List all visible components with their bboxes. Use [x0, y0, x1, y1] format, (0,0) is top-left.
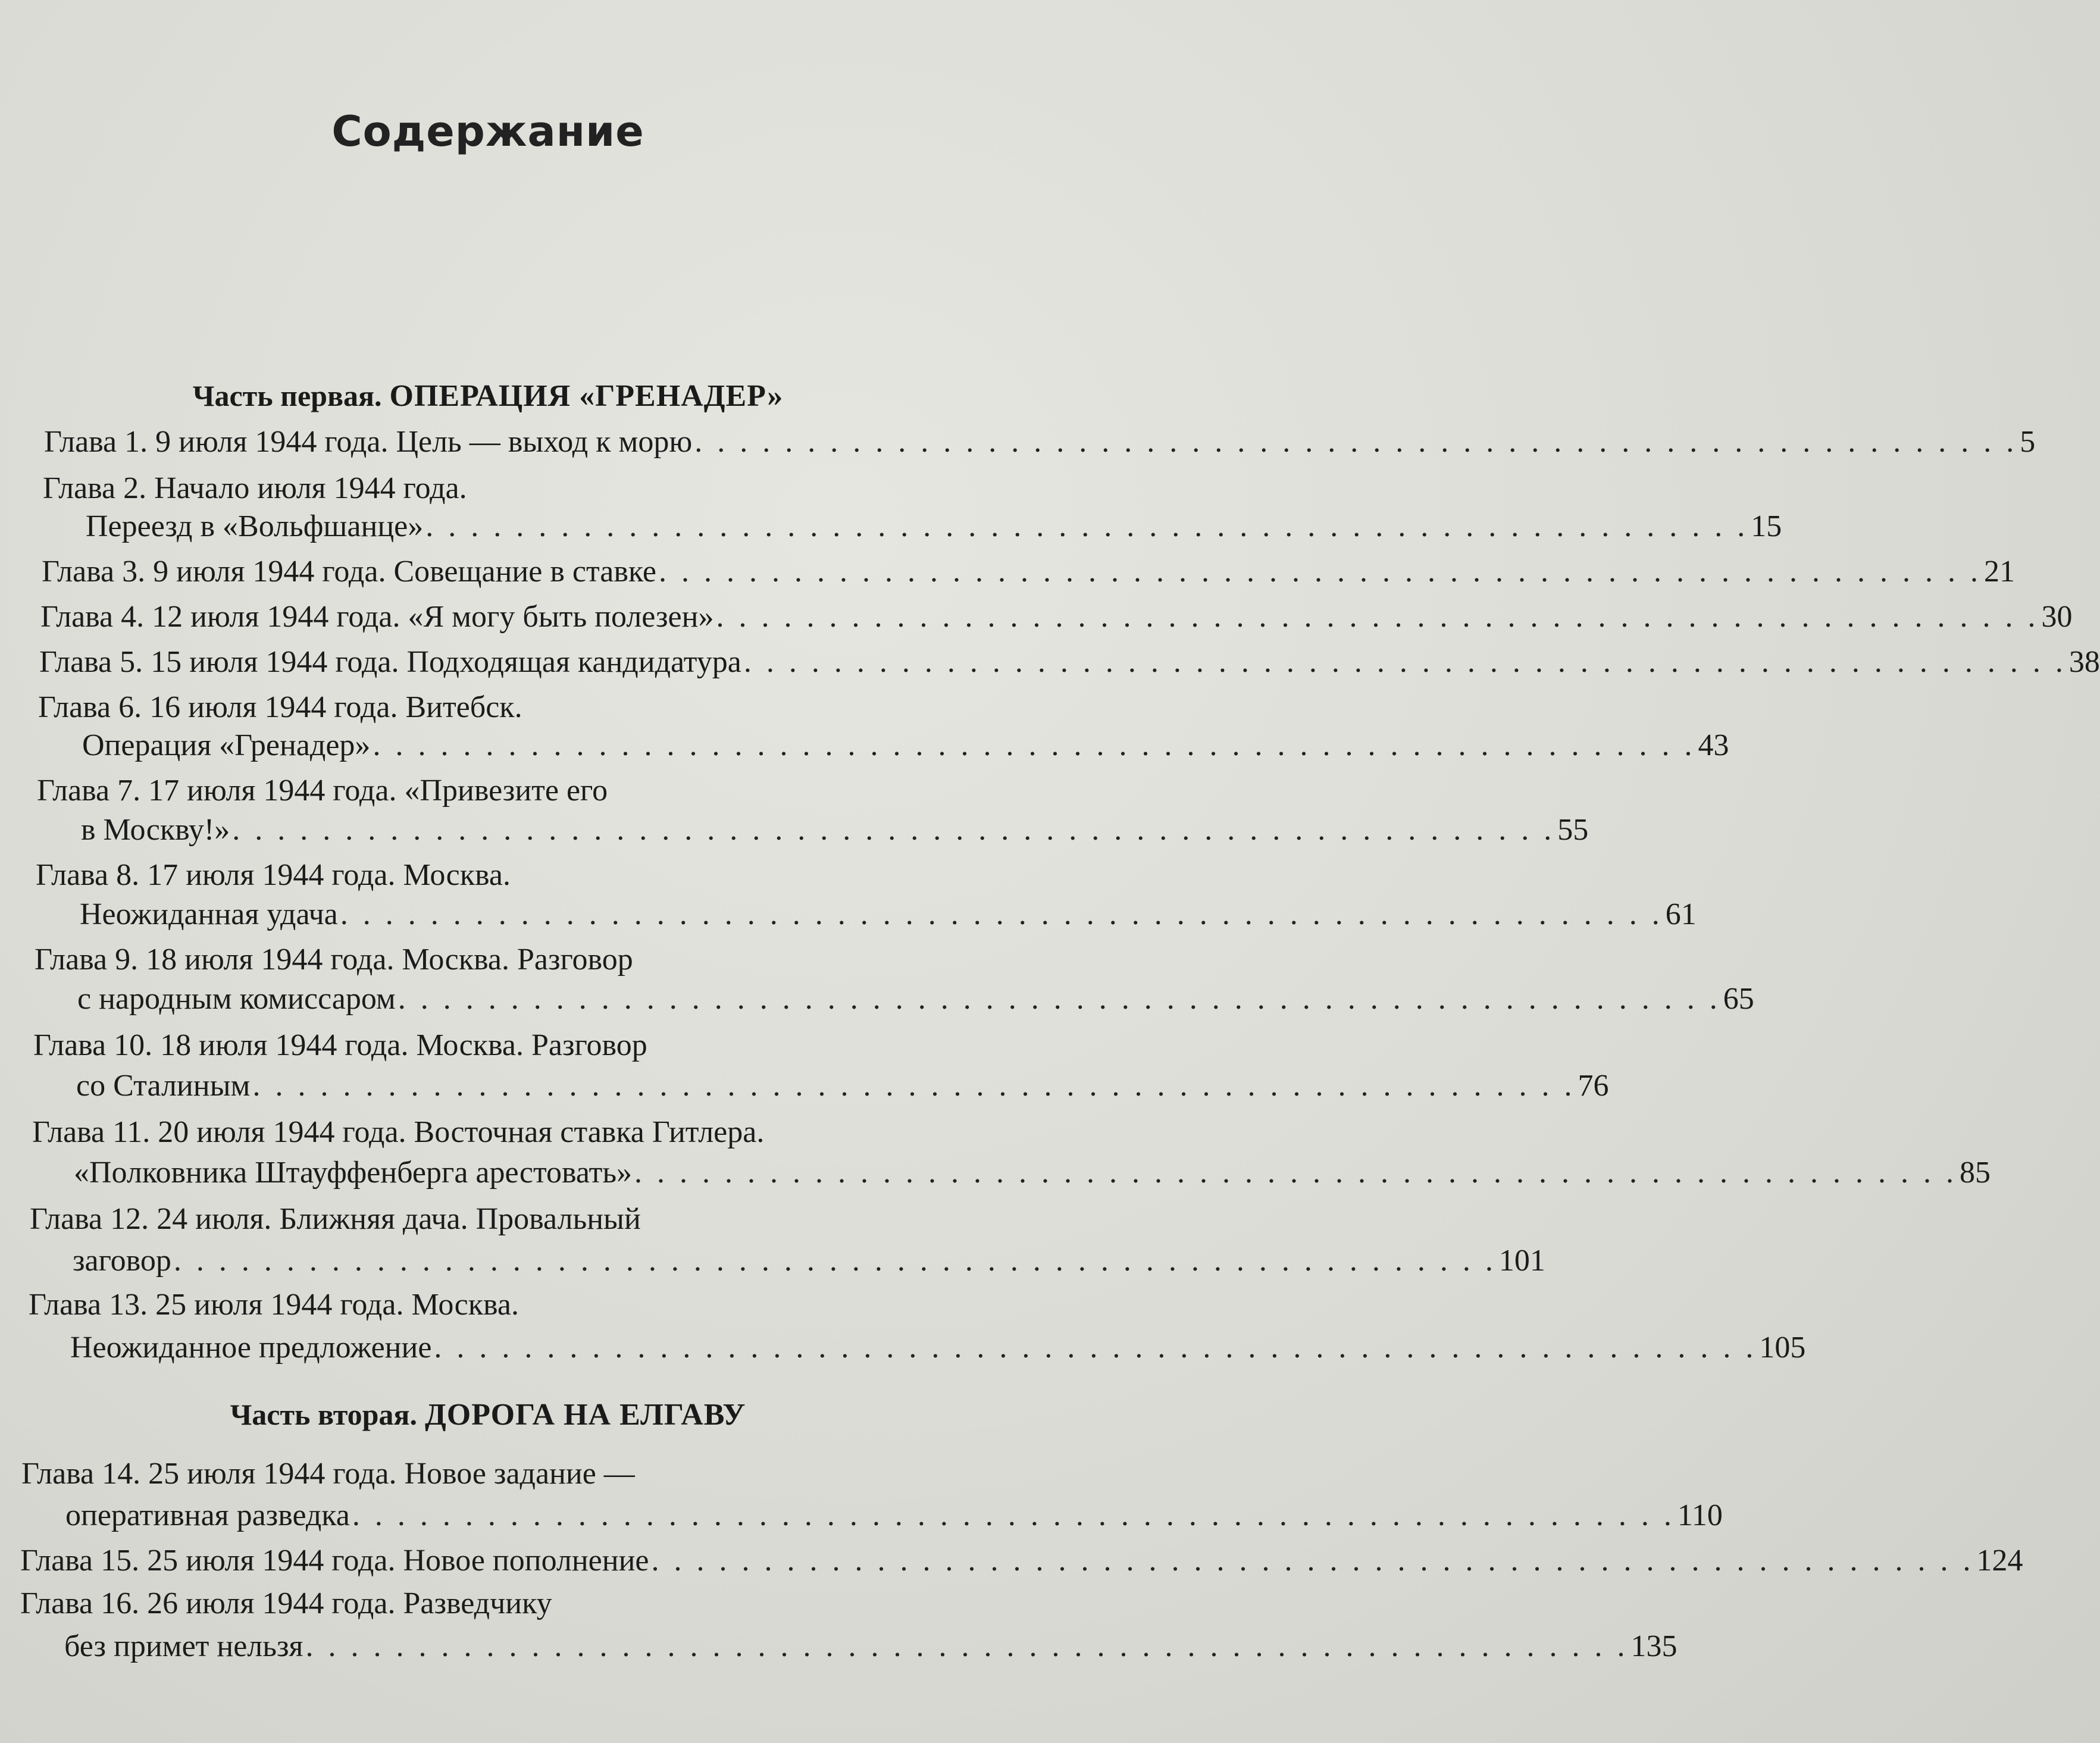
- chapter-title: Глава 4. 12 июля 1944 года. «Я могу быть полезен»: [40, 600, 714, 634]
- chapter-title-continued: со Сталиным: [76, 1069, 251, 1103]
- page-number: 61: [1665, 897, 1697, 931]
- chapter-title: Глава 3. 9 июля 1944 года. Совещание в ставке: [42, 555, 656, 589]
- leader-dots: . . . . . . . . . . . . . . . . . . . . . . . . . . . . . . . . . . . . . . . . . . . . . . . . . . . . . . . . . . .: [743, 645, 2067, 679]
- toc-entry-continuation: [73, 1243, 1545, 1279]
- toc-entry: [33, 1027, 937, 1064]
- toc-entry-continuation: [82, 727, 1729, 764]
- chapter-title: Глава 12. 24 июля. Ближняя дача. Провальный: [30, 1202, 641, 1236]
- page-number: 5: [2020, 425, 2036, 459]
- leader-dots: . . . . . . . . . . . . . . . . . . . . . . . . . . . . . . . . . . . . . . . . . . . . . . . . . . . . . . . . . . .: [398, 982, 1721, 1016]
- chapter-title: Глава 5. 15 июля 1944 года. Подходящая кандидатура: [39, 645, 741, 679]
- toc-entry: [29, 1287, 938, 1323]
- toc-entry: [43, 470, 932, 507]
- toc-entry: [32, 1114, 938, 1151]
- chapter-title: Глава 15. 25 июля 1944 года. Новое пополнение: [20, 1544, 649, 1578]
- chapter-title: Глава 6. 16 июля 1944 года. Витебск.: [38, 690, 522, 724]
- leader-dots: . . . . . . . . . . . . . . . . . . . . . . . . . . . . . . . . . . . . . . . . . . . . . . . . . . . . . . . . . . .: [252, 1069, 1576, 1103]
- leader-dots: . . . . . . . . . . . . . . . . . . . . . . . . . . . . . . . . . . . . . . . . . . . . . . . . . . . . . . . . . . .: [173, 1244, 1497, 1278]
- chapter-title-continued: Неожиданная удача: [80, 897, 338, 931]
- page-number: 76: [1578, 1069, 1609, 1103]
- toc-entry: [38, 689, 934, 726]
- page-number: 15: [1751, 509, 1782, 543]
- part-label: Часть первая.: [192, 379, 382, 412]
- chapter-title: Глава 1. 9 июля 1944 года. Цель — выход к морю: [44, 425, 693, 459]
- chapter-title-continued: в Москву!»: [81, 813, 230, 847]
- leader-dots: . . . . . . . . . . . . . . . . . . . . . . . . . . . . . . . . . . . . . . . . . . . . . . . . . . . . . . . . . . .: [232, 813, 1556, 847]
- chapter-title: Глава 16. 26 июля 1944 года. Разведчику: [20, 1586, 552, 1620]
- page-number: 38: [2068, 645, 2100, 679]
- chapter-title: Глава 13. 25 июля 1944 года. Москва.: [29, 1288, 519, 1322]
- part-label: Часть вторая.: [230, 1398, 417, 1431]
- page-number: 101: [1498, 1244, 1545, 1278]
- page-number: 135: [1630, 1629, 1678, 1663]
- page-number: 105: [1759, 1331, 1806, 1365]
- toc-entry-continuation: [65, 1497, 1723, 1534]
- toc-entry-continuation: [76, 1068, 1609, 1104]
- toc-entry: [35, 941, 937, 978]
- page-number: 124: [1976, 1544, 2023, 1578]
- page-number: 30: [2041, 600, 2073, 634]
- toc-entry: [36, 857, 935, 894]
- leader-dots: . . . . . . . . . . . . . . . . . . . . . . . . . . . . . . . . . . . . . . . . . . . . . . . . . . . . . . . . . . .: [305, 1629, 1629, 1663]
- toc-entry: [37, 772, 935, 809]
- leader-dots: . . . . . . . . . . . . . . . . . . . . . . . . . . . . . . . . . . . . . . . . . . . . . . . . . . . . . . . . . . .: [425, 509, 1749, 543]
- leader-dots: . . . . . . . . . . . . . . . . . . . . . . . . . . . . . . . . . . . . . . . . . . . . . . . . . . . . . . . . . . .: [659, 555, 1982, 589]
- toc-entry: [21, 1456, 938, 1492]
- leader-dots: . . . . . . . . . . . . . . . . . . . . . . . . . . . . . . . . . . . . . . . . . . . . . . . . . . . . . . . . . . .: [634, 1156, 1958, 1190]
- leader-dots: . . . . . . . . . . . . . . . . . . . . . . . . . . . . . . . . . . . . . . . . . . . . . . . . . . . . . . . . . . .: [340, 897, 1663, 931]
- page-number: 55: [1557, 813, 1589, 847]
- toc-entry-continuation: [77, 981, 1754, 1018]
- chapter-title-continued: с народным комиссаром: [77, 982, 396, 1016]
- part-heading-1: [0, 378, 976, 414]
- chapter-title-continued: Неожиданное предложение: [70, 1331, 432, 1365]
- toc-entry: [20, 1542, 2023, 1579]
- leader-dots: . . . . . . . . . . . . . . . . . . . . . . . . . . . . . . . . . . . . . . . . . . . . . . . . . . . . . . . . . . .: [716, 600, 2039, 634]
- toc-entry-continuation: [80, 896, 1697, 933]
- leader-dots: . . . . . . . . . . . . . . . . . . . . . . . . . . . . . . . . . . . . . . . . . . . . . . . . . . . . . . . . . . .: [651, 1544, 1974, 1578]
- part-name: ДОРОГА НА ЕЛГАВУ: [424, 1398, 746, 1432]
- chapter-title: Глава 14. 25 июля 1944 года. Новое задание —: [21, 1457, 635, 1491]
- chapter-title-continued: Операция «Гренадер»: [82, 728, 371, 762]
- leader-dots: . . . . . . . . . . . . . . . . . . . . . . . . . . . . . . . . . . . . . . . . . . . . . . . . . . . . . . . . . . .: [373, 728, 1696, 762]
- chapter-title: Глава 9. 18 июля 1944 года. Москва. Разговор: [35, 943, 633, 977]
- chapter-title-continued: Переезд в «Вольфшанце»: [86, 509, 424, 543]
- part-heading-2: [0, 1397, 976, 1432]
- toc-entry-continuation: [81, 812, 1589, 849]
- chapter-title-continued: «Полковника Штауффенберга арестовать»: [74, 1156, 633, 1190]
- page-number: 110: [1677, 1498, 1723, 1532]
- chapter-title: Глава 2. Начало июля 1944 года.: [43, 471, 467, 505]
- page-title: Содержание: [331, 107, 644, 156]
- page-number: 43: [1698, 728, 1729, 762]
- page-number: 65: [1723, 982, 1754, 1016]
- toc-entry: [40, 599, 2073, 636]
- leader-dots: . . . . . . . . . . . . . . . . . . . . . . . . . . . . . . . . . . . . . . . . . . . . . . . . . . . . . . . . . . .: [352, 1498, 1675, 1532]
- toc-entry-continuation: [86, 508, 1782, 545]
- chapter-title-continued: оперативная разведка: [65, 1498, 350, 1532]
- chapter-title: Глава 10. 18 июля 1944 года. Москва. Разговор: [33, 1028, 647, 1062]
- toc-entry: [39, 644, 2100, 681]
- toc-entry-continuation: [70, 1329, 1806, 1366]
- chapter-title-continued: без примет нельзя: [64, 1629, 303, 1663]
- toc-entry-continuation: [74, 1154, 1991, 1191]
- chapter-title: Глава 8. 17 июля 1944 года. Москва.: [36, 858, 511, 892]
- toc-entry: [44, 424, 2036, 461]
- part-name: ОПЕРАЦИЯ «ГРЕНАДЕР»: [389, 379, 784, 413]
- page-number: 85: [1960, 1156, 1991, 1190]
- chapter-title: Глава 7. 17 июля 1944 года. «Привезите его: [37, 774, 608, 808]
- toc-entry-continuation: [64, 1628, 1678, 1665]
- page-number: 21: [1984, 555, 2015, 589]
- toc-entry: [30, 1201, 938, 1238]
- chapter-title: Глава 11. 20 июля 1944 года. Восточная ставка Гитлера.: [32, 1115, 765, 1149]
- leader-dots: . . . . . . . . . . . . . . . . . . . . . . . . . . . . . . . . . . . . . . . . . . . . . . . . . . . . . . . . . . .: [434, 1331, 1757, 1365]
- chapter-title-continued: заговор: [73, 1244, 171, 1278]
- leader-dots: . . . . . . . . . . . . . . . . . . . . . . . . . . . . . . . . . . . . . . . . . . . . . . . . . . . . . . . . . . .: [694, 425, 2018, 459]
- toc-entry: [42, 553, 2015, 590]
- toc-entry: [20, 1585, 938, 1622]
